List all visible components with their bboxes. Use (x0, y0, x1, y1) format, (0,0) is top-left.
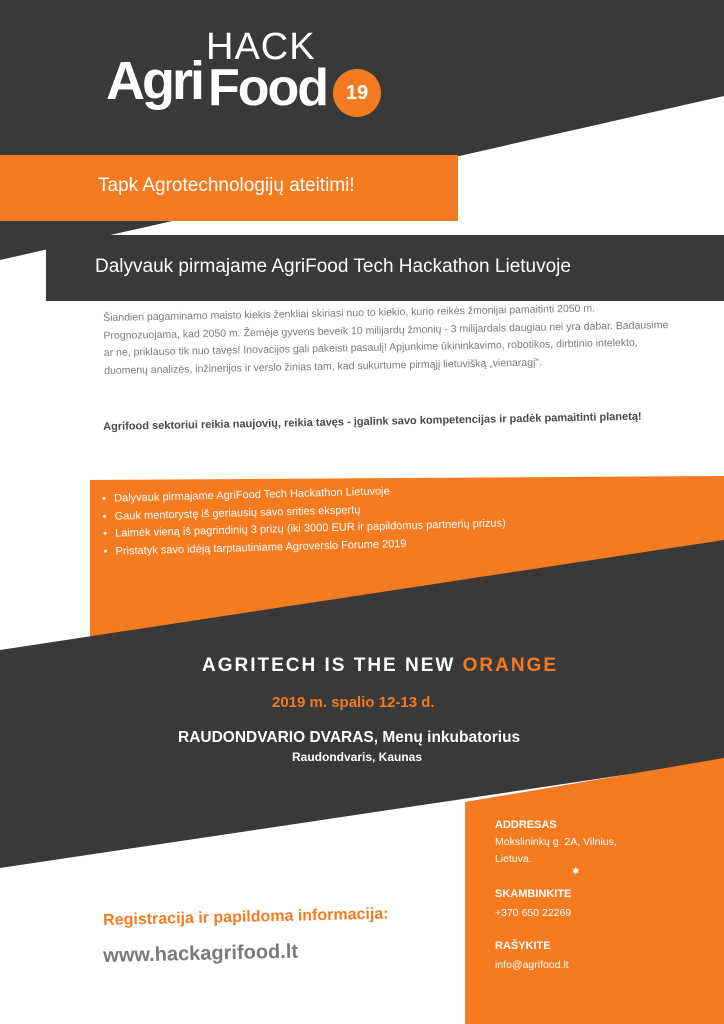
event-date: 2019 m. spalio 12-13 d. (272, 694, 435, 711)
list-item: • Dalyvauk pirmajame AgriFood Tech Hackathon Lietuvoje (100, 478, 600, 509)
intro-paragraph: Šiandien pagaminamo maisto kiekis ženkliai skiriasi nuo to kiekio, kurio reikės žmonijai pamaitinti 2050 m. Prognozuojama, kad 2050 m. Žemėje gyvens beveik 10 milijardų žmonių - 3 milijardais daugiau nei yra dabar. Badausime ar ne, priklauso tik nuo tavęs! Inovacijos gali pakeisti pasaulį! Apjunkime ūkininkavimo, robotikos, dirbtinio intelekto, duomenų analizės, inžinerijos ir verslo žinias tam, kad sukurtume pirmąjį lietuvišką „vienaragį". (103, 302, 669, 377)
registration-label: Registracija ir papildoma informacija: (103, 905, 389, 929)
sparkle-icon: ✱ (572, 866, 580, 876)
event-venue: RAUDONDVARIO DVARAS, Menų inkubatorius (178, 729, 521, 746)
list-item: • Gauk mentorystę iš geriausių savo srities ekspertų (100, 495, 600, 526)
callout-paragraph: Agrifood sektoriui reikia naujovių, reikia tavęs - įgalink savo kompetencijas ir padėk pamaitinti planetą! (103, 410, 642, 433)
address-label: ADDRESAS (495, 819, 557, 831)
logo-agri-text: Agri (106, 51, 202, 111)
logo-hack-text: HACK (206, 26, 316, 68)
email-value[interactable]: info@agrifood.lt (495, 959, 569, 971)
logo-food-text: Food (208, 59, 328, 117)
list-item: • Pristatyk savo idėją tarptautiniame Agroverslo Forume 2019 (101, 530, 601, 561)
list-item: • Laimėk vieną iš pagrindinių 3 prizų (iki 3000 EUR ir papildomus partnerių prizus) (101, 513, 601, 544)
phone-label: SKAMBINKITE (495, 888, 572, 900)
email-label: RAŠYKITE (495, 940, 551, 952)
slogan-accent: ORANGE (462, 655, 559, 676)
slogan (18, 655, 724, 677)
registration-link[interactable]: www.hackagrifood.lt (103, 940, 299, 967)
tagline: Tapk Agrotechnologijų ateitimi! (98, 175, 355, 196)
benefits-list (100, 478, 602, 561)
headline: Dalyvauk pirmajame AgriFood Tech Hackathon Lietuvoje (95, 256, 571, 277)
address-value: Mokslininkų g. 2A, Vilnius, Lietuva. (495, 836, 617, 865)
event-venue-location: Raudondvaris, Kaunas (292, 750, 423, 764)
slogan-main: AGRITECH IS THE NEW (201, 655, 456, 676)
logo-year-badge: 19 (333, 69, 381, 117)
phone-value[interactable]: +370 650 22269 (495, 907, 572, 919)
